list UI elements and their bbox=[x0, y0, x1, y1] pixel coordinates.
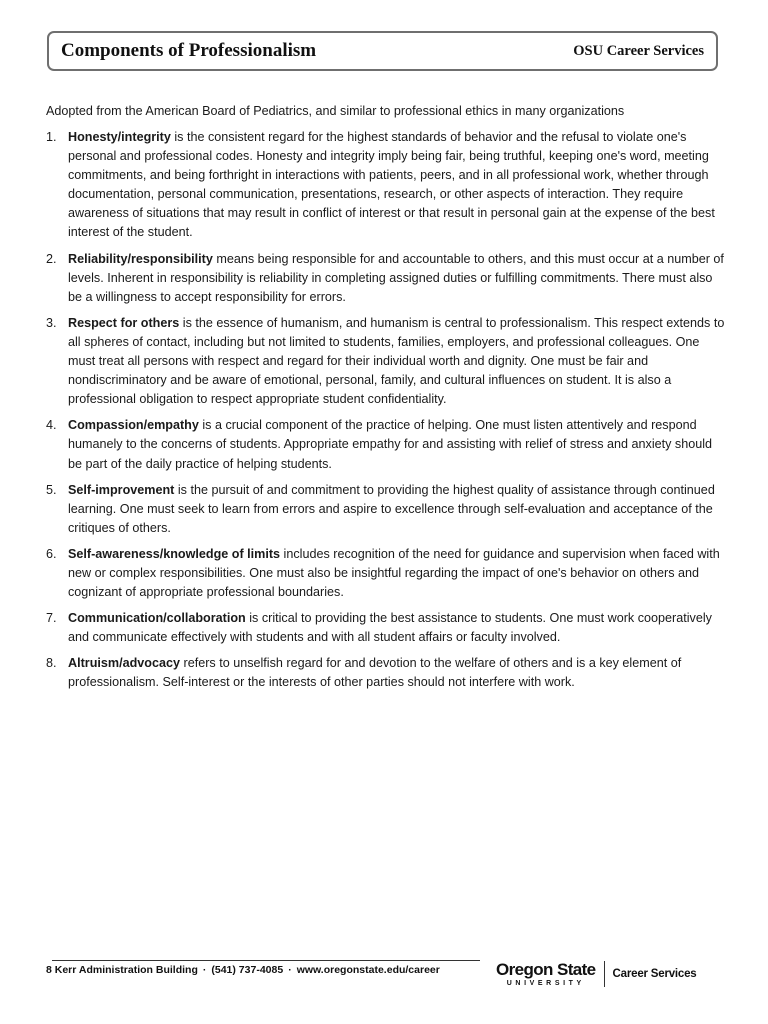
logo-sub: UNIVERSITY bbox=[506, 979, 585, 987]
footer-phone: (541) 737-4085 bbox=[211, 964, 284, 976]
footer-address: 8 Kerr Administration Building bbox=[46, 964, 198, 976]
footer-separator: · bbox=[288, 964, 292, 976]
item-term: Self-improvement bbox=[68, 482, 175, 497]
intro-text: Adopted from the American Board of Pediatrics, and similar to professional ethics in many organizations bbox=[46, 104, 625, 118]
header-box bbox=[47, 31, 718, 71]
item-term: Respect for others bbox=[68, 315, 180, 330]
page-title: Components of Professionalism bbox=[61, 40, 317, 61]
list-item bbox=[46, 314, 726, 409]
item-number: 1. bbox=[46, 130, 57, 144]
item-term: Altruism/advocacy bbox=[68, 656, 180, 671]
item-text: refers to unselfish regard for and devotion to the welfare of others and is a key element of professionalism. Self-interest or the interests of other parties should not interfere with work. bbox=[68, 656, 682, 690]
list-item bbox=[46, 416, 726, 473]
footer-separator: · bbox=[202, 964, 207, 976]
item-number: 7. bbox=[46, 611, 57, 626]
item-text: means being responsible for and accountable to others, and this must occur at a number of levels. Inherent in responsibility is reliability in completing assigned duties or fulfilling commitments. There must also be a willingness to accept responsibility for errors. bbox=[68, 251, 724, 304]
item-term: Compassion/empathy bbox=[68, 418, 199, 433]
item-text: is a crucial component of the practice of helping. One must listen attentively and respond humanely to the concerns of students. Appropriate empathy for and assisting with relief of stress and anxiety should be part of the daily practice of helping students. bbox=[68, 418, 713, 471]
item-text: includes recognition of the need for guidance and supervision when faced with new or complex responsibilities. One must also be insightful regarding the impact of one's behavior on others and cognizant of appropriate professional boundaries. bbox=[68, 546, 720, 600]
logo-divider bbox=[604, 961, 605, 987]
footer-website: www.oregonstate.edu/career bbox=[296, 964, 440, 976]
item-number: 8. bbox=[46, 656, 57, 671]
list-item bbox=[46, 128, 726, 243]
list-item bbox=[46, 609, 726, 647]
footer-rule bbox=[52, 960, 480, 961]
footer-contact bbox=[46, 964, 440, 976]
item-text: is critical to providing the best assistance to students. One must work cooperatively and communicate effectively with students and with all student affairs or faculty involved. bbox=[68, 611, 712, 645]
list-item bbox=[46, 250, 726, 307]
item-number: 4. bbox=[46, 418, 57, 433]
item-term: Reliability/responsibility bbox=[68, 251, 213, 266]
item-number: 6. bbox=[46, 546, 57, 561]
item-term: Honesty/integrity bbox=[68, 130, 171, 144]
item-text: is the essence of humanism, and humanism is central to professionalism. This respect extends to all spheres of contact, including but not limited to students, families, employers, and professional colleagues. One must treat all persons with respect and regard for their individual worth and dignity. One must be fair and nondiscriminatory and be aware of emotional, personal, family, and cultural influences on student. It is also a professional obligation to respect appropriate student confidentiality. bbox=[68, 315, 725, 407]
osu-logo bbox=[496, 957, 697, 991]
logo-wordmark bbox=[496, 961, 596, 988]
item-number: 5. bbox=[46, 482, 57, 497]
header-org: OSU Career Services bbox=[573, 42, 704, 59]
item-term: Communication/collaboration bbox=[68, 611, 246, 626]
list-item bbox=[46, 545, 726, 602]
item-number: 3. bbox=[46, 315, 57, 330]
item-text: is the consistent regard for the highest standards of behavior and the refusal to violate one's personal and professional codes. Honesty and integrity imply being fair, being truthful, keeping one's word, meeting commitments, and being forthright in interactions with patients, peers, and in all professional work, whether through documentation, personal communication, presentations, research, or other aspects of interaction. They require awareness of situations that may result in conflict of interest or that result in personal gain at the expense of the best interest of the student. bbox=[68, 130, 715, 240]
logo-name: Oregon State bbox=[496, 959, 596, 979]
item-term: Self-awareness/knowledge of limits bbox=[68, 546, 281, 561]
item-number: 2. bbox=[46, 251, 57, 266]
professionalism-list bbox=[46, 128, 726, 700]
item-text: is the pursuit of and commitment to providing the highest quality of assistance through continued learning. One must seek to learn from errors and aspire to excellence through self-evaluation and acceptance of the critiques of others. bbox=[68, 482, 715, 535]
logo-dept: Career Services bbox=[612, 968, 697, 980]
list-item bbox=[46, 654, 726, 692]
list-item bbox=[46, 481, 726, 538]
